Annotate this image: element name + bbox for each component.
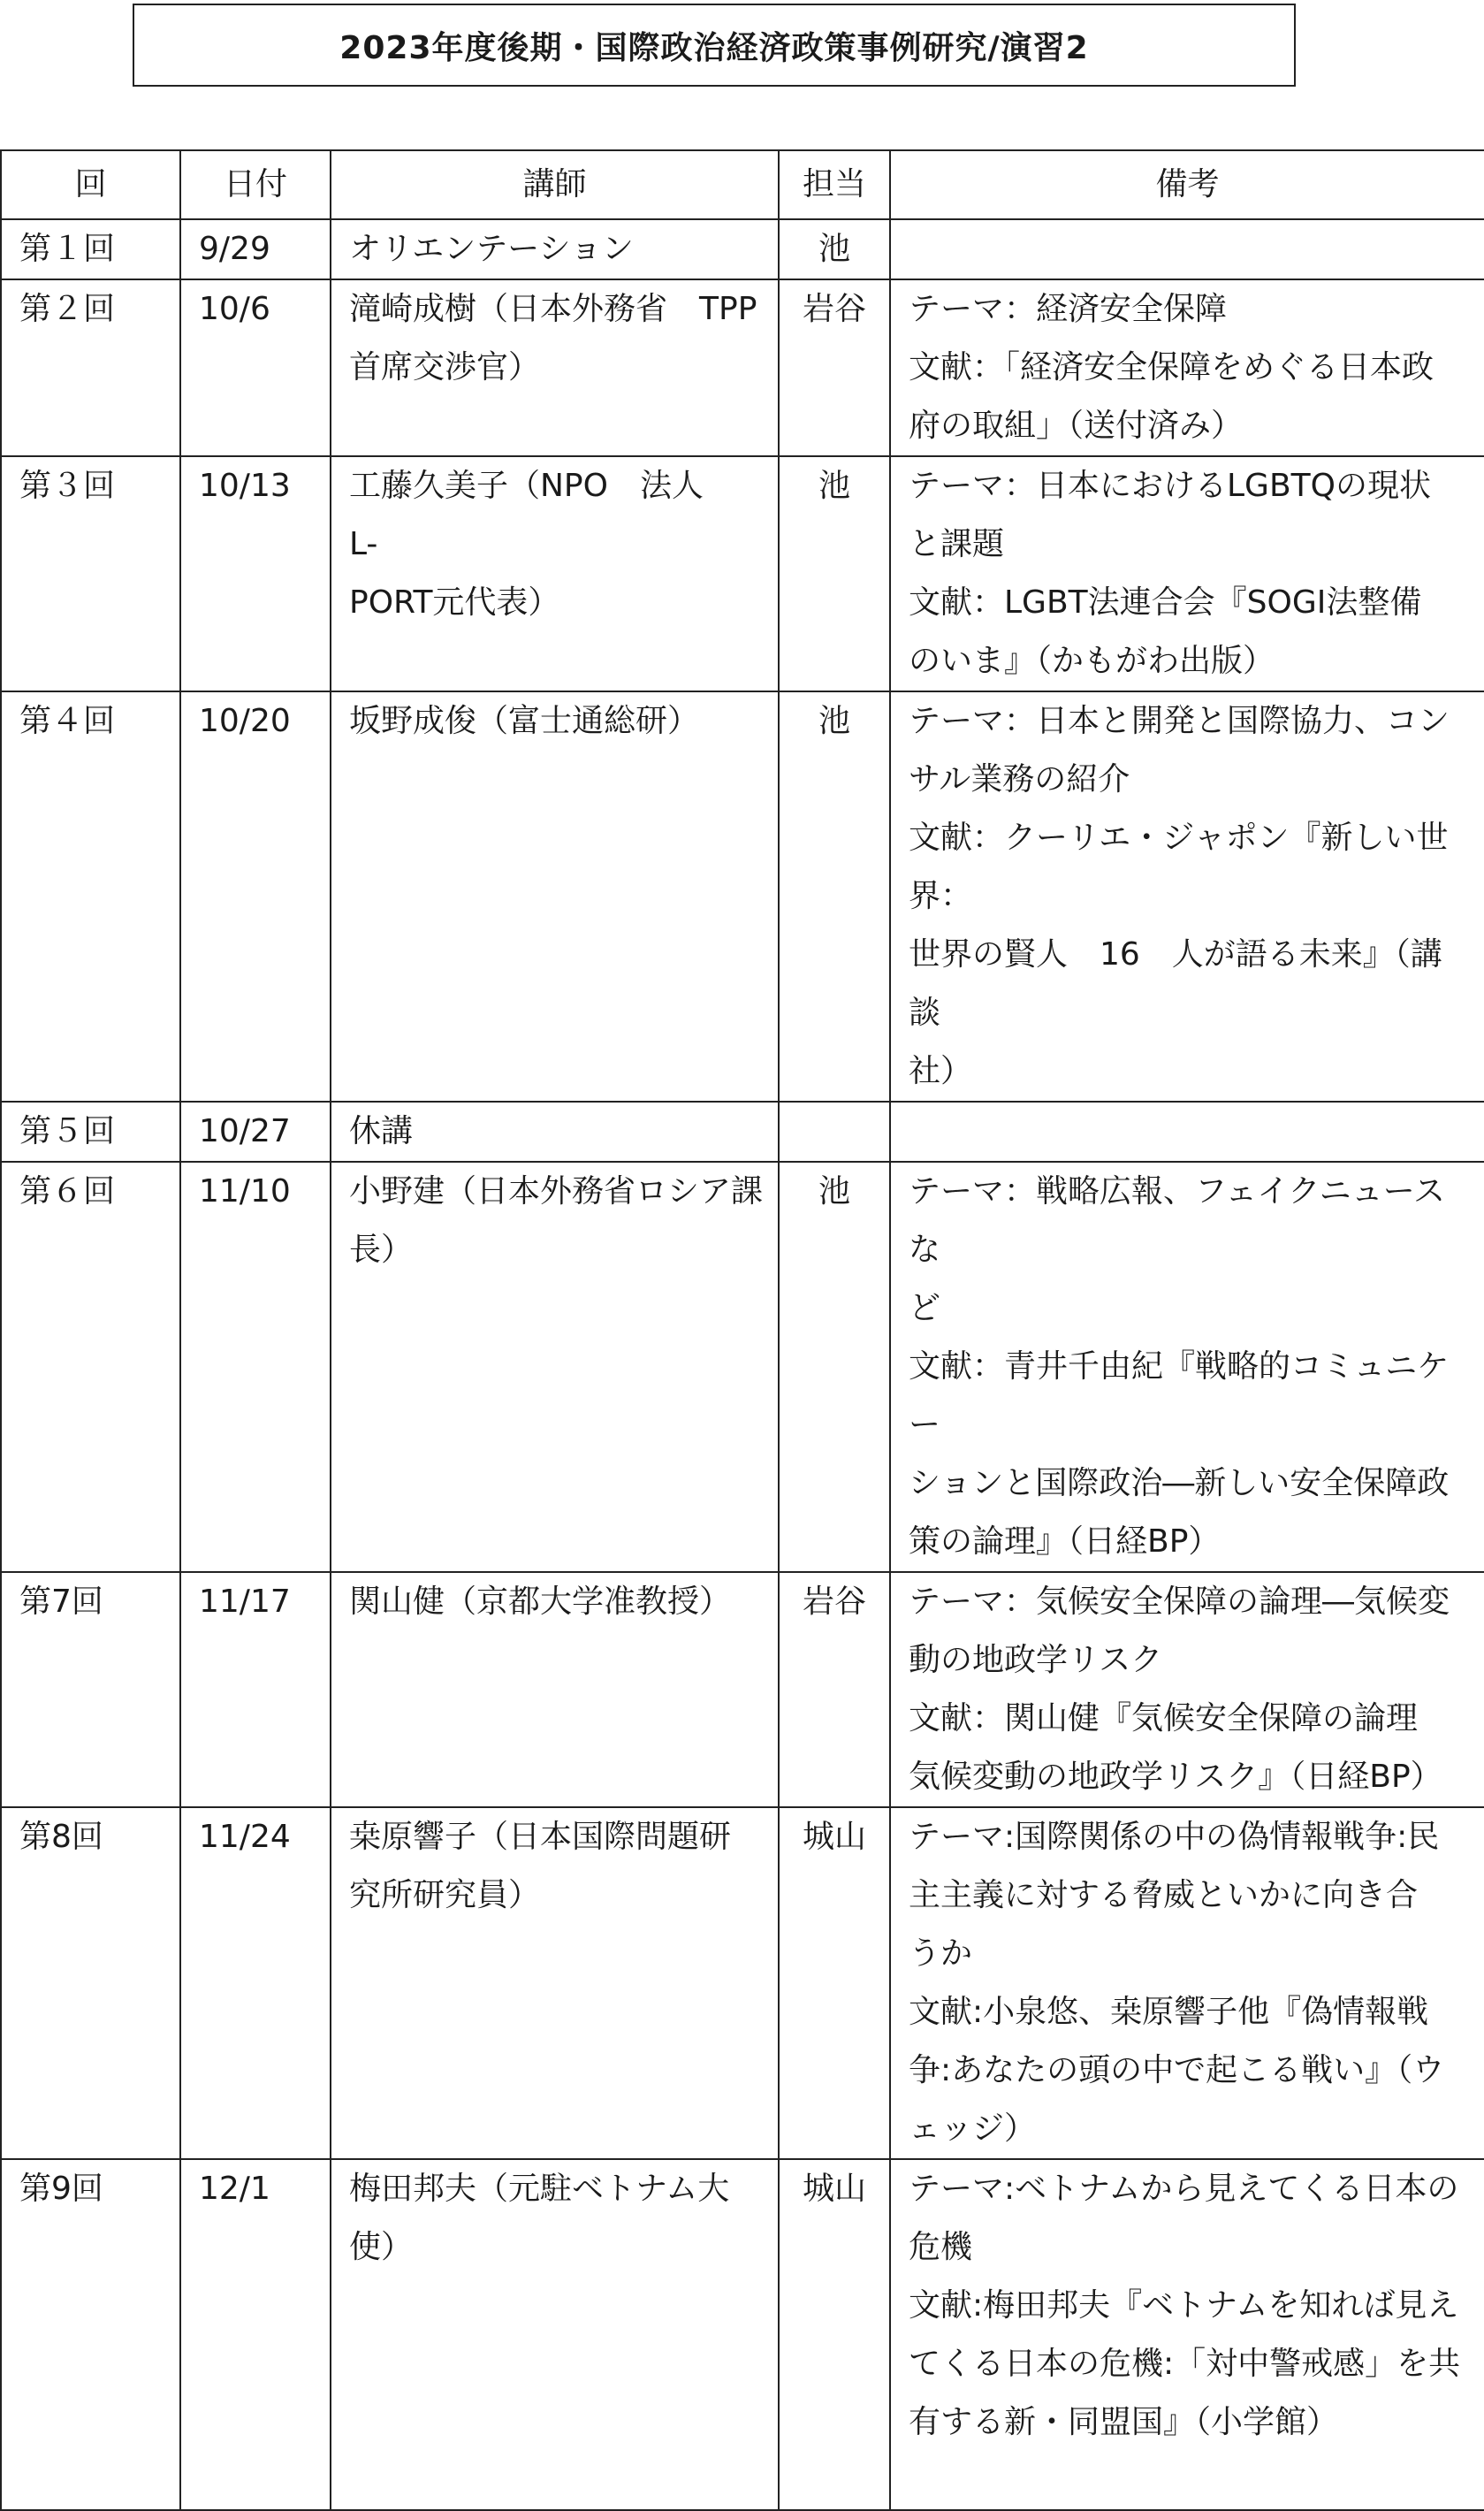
- lecturer-line: オリエンテーション: [349, 231, 634, 267]
- cell-date: 11/17: [180, 1572, 331, 1807]
- table-header-row: [1, 150, 1484, 219]
- lecturer-line: 首席交渉官）: [349, 349, 541, 385]
- cell-staff: 城山: [779, 2159, 890, 2510]
- cell-date: 12/1: [180, 2159, 331, 2510]
- cell-lecturer: [331, 2159, 779, 2510]
- cell-round: 第8回: [1, 1807, 180, 2159]
- notes-line: テーマ:国際関係の中の偽情報戦争:民: [909, 1819, 1440, 1855]
- notes-line: テーマ：日本と開発と国際協力、コン: [909, 703, 1450, 739]
- header-staff: 担当: [779, 150, 890, 219]
- notes-line: 文献：クーリエ・ジャポン『新しい世界：: [909, 820, 1449, 914]
- notes-line: 策の論理』（日経BP）: [909, 1523, 1221, 1560]
- notes-line: 争:あなたの頭の中で起こる戦い』（ウ: [909, 2052, 1445, 2088]
- notes-line: テーマ：気候安全保障の論理―気候変: [909, 1584, 1450, 1620]
- cell-notes: [890, 2159, 1484, 2510]
- cell-date: 10/27: [180, 1102, 331, 1162]
- cell-staff: 池: [779, 219, 890, 279]
- table-row: [1, 1572, 1484, 1807]
- document-title: 2023年度後期・国際政治経済政策事例研究/演習2: [133, 4, 1296, 87]
- cell-date: 10/13: [180, 456, 331, 691]
- table-row: [1, 1162, 1484, 1572]
- schedule-table: [0, 149, 1484, 2511]
- notes-line: と課題: [909, 526, 1005, 562]
- lecturer-line: 長）: [349, 1232, 414, 1268]
- notes-line: 社）: [909, 1053, 973, 1089]
- cell-lecturer: [331, 691, 779, 1102]
- cell-round: 第３回: [1, 456, 180, 691]
- cell-lecturer: [331, 1162, 779, 1572]
- lecturer-line: 桒原響子（日本国際問題研: [349, 1819, 732, 1855]
- cell-notes: [890, 1807, 1484, 2159]
- notes-line: サル業務の紹介: [909, 761, 1130, 798]
- lecturer-line: 坂野成俊（富士通総研）: [349, 703, 700, 739]
- notes-line: テーマ：経済安全保障: [909, 291, 1228, 327]
- cell-staff: 池: [779, 456, 890, 691]
- table-row: [1, 1807, 1484, 2159]
- notes-line: 文献：LGBT法連合会『SOGI法整備: [909, 584, 1422, 621]
- cell-notes: [890, 691, 1484, 1102]
- cell-round: 第５回: [1, 1102, 180, 1162]
- cell-notes: [890, 1572, 1484, 1807]
- notes-line: 有する新・同盟国』（小学館）: [909, 2404, 1339, 2440]
- cell-round: 第7回: [1, 1572, 180, 1807]
- lecturer-line: 小野建（日本外務省ロシア課: [349, 1173, 764, 1210]
- cell-staff: 岩谷: [779, 1572, 890, 1807]
- cell-staff: 池: [779, 691, 890, 1102]
- cell-notes: [890, 279, 1484, 456]
- lecturer-line: 関山健（京都大学准教授）: [349, 1584, 732, 1620]
- cell-lecturer: [331, 1572, 779, 1807]
- notes-line: 文献：青井千由紀『戦略的コミュニケー: [909, 1348, 1450, 1443]
- table-row: [1, 1102, 1484, 1162]
- cell-lecturer: [331, 219, 779, 279]
- lecturer-line: 究所研究員）: [349, 1877, 541, 1913]
- lecturer-line: 休講: [349, 1113, 414, 1149]
- table-row: [1, 691, 1484, 1102]
- cell-staff: 岩谷: [779, 279, 890, 456]
- notes-line: 文献:小泉悠、桒原響子他『偽情報戦: [909, 1994, 1429, 2030]
- cell-notes: [890, 1162, 1484, 1572]
- notes-line: ど: [909, 1290, 941, 1326]
- cell-staff: 城山: [779, 1807, 890, 2159]
- lecturer-line: 梅田邦夫（元駐ベトナム大: [349, 2171, 730, 2207]
- cell-date: 11/10: [180, 1162, 331, 1572]
- lecturer-line: 工藤久美子（NPO 法人 L-: [349, 468, 735, 562]
- cell-staff: [779, 1102, 890, 1162]
- notes-line: 文献：「経済安全保障をめぐる日本政: [909, 349, 1435, 385]
- cell-notes: [890, 219, 1484, 279]
- notes-line: テーマ:ベトナムから見えてくる日本の: [909, 2171, 1459, 2207]
- notes-line: 気候変動の地政学リスク』（日経BP）: [909, 1759, 1442, 1795]
- table-row: [1, 2159, 1484, 2510]
- cell-date: 10/6: [180, 279, 331, 456]
- notes-line: 世界の賢人 16 人が語る未来』（講談: [909, 936, 1442, 1031]
- header-lecturer: 講師: [331, 150, 779, 219]
- header-notes: 備考: [890, 150, 1484, 219]
- header-round: 回: [1, 150, 180, 219]
- cell-round: 第６回: [1, 1162, 180, 1572]
- notes-line: てくる日本の危機:「対中警戒感」を共: [909, 2346, 1461, 2382]
- notes-line: うか: [909, 1935, 973, 1972]
- cell-notes: [890, 456, 1484, 691]
- cell-lecturer: [331, 279, 779, 456]
- cell-notes: [890, 1102, 1484, 1162]
- notes-line: テーマ：戦略広報、フェイクニュースな: [909, 1173, 1445, 1268]
- notes-line: 府の取組」（送付済み）: [909, 408, 1244, 444]
- notes-line: ェッジ）: [909, 2110, 1037, 2147]
- cell-round: 第２回: [1, 279, 180, 456]
- lecturer-line: PORT元代表）: [349, 584, 560, 621]
- cell-round: 第9回: [1, 2159, 180, 2510]
- table-row: [1, 219, 1484, 279]
- cell-lecturer: [331, 1807, 779, 2159]
- cell-round: 第１回: [1, 219, 180, 279]
- notes-line: テーマ：日本におけるLGBTQの現状: [909, 468, 1431, 504]
- lecturer-line: 使）: [349, 2229, 414, 2265]
- table-row: [1, 456, 1484, 691]
- table-row: [1, 279, 1484, 456]
- header-date: 日付: [180, 150, 331, 219]
- cell-round: 第４回: [1, 691, 180, 1102]
- notes-line: 動の地政学リスク: [909, 1642, 1163, 1678]
- cell-date: 9/29: [180, 219, 331, 279]
- cell-date: 10/20: [180, 691, 331, 1102]
- cell-date: 11/24: [180, 1807, 331, 2159]
- cell-staff: 池: [779, 1162, 890, 1572]
- lecturer-line: 滝崎成樹（日本外務省 TPP: [349, 291, 757, 327]
- notes-line: ションと国際政治―新しい安全保障政: [909, 1465, 1450, 1501]
- notes-line: 文献:梅田邦夫『ベトナムを知れば見え: [909, 2287, 1459, 2324]
- cell-lecturer: [331, 456, 779, 691]
- notes-line: 文献：関山健『気候安全保障の論理: [909, 1700, 1419, 1736]
- cell-lecturer: [331, 1102, 779, 1162]
- notes-line: 主主義に対する脅威といかに向き合: [909, 1877, 1419, 1913]
- notes-line: 危機: [909, 2229, 973, 2265]
- notes-line: のいま』（かもがわ出版）: [909, 643, 1275, 679]
